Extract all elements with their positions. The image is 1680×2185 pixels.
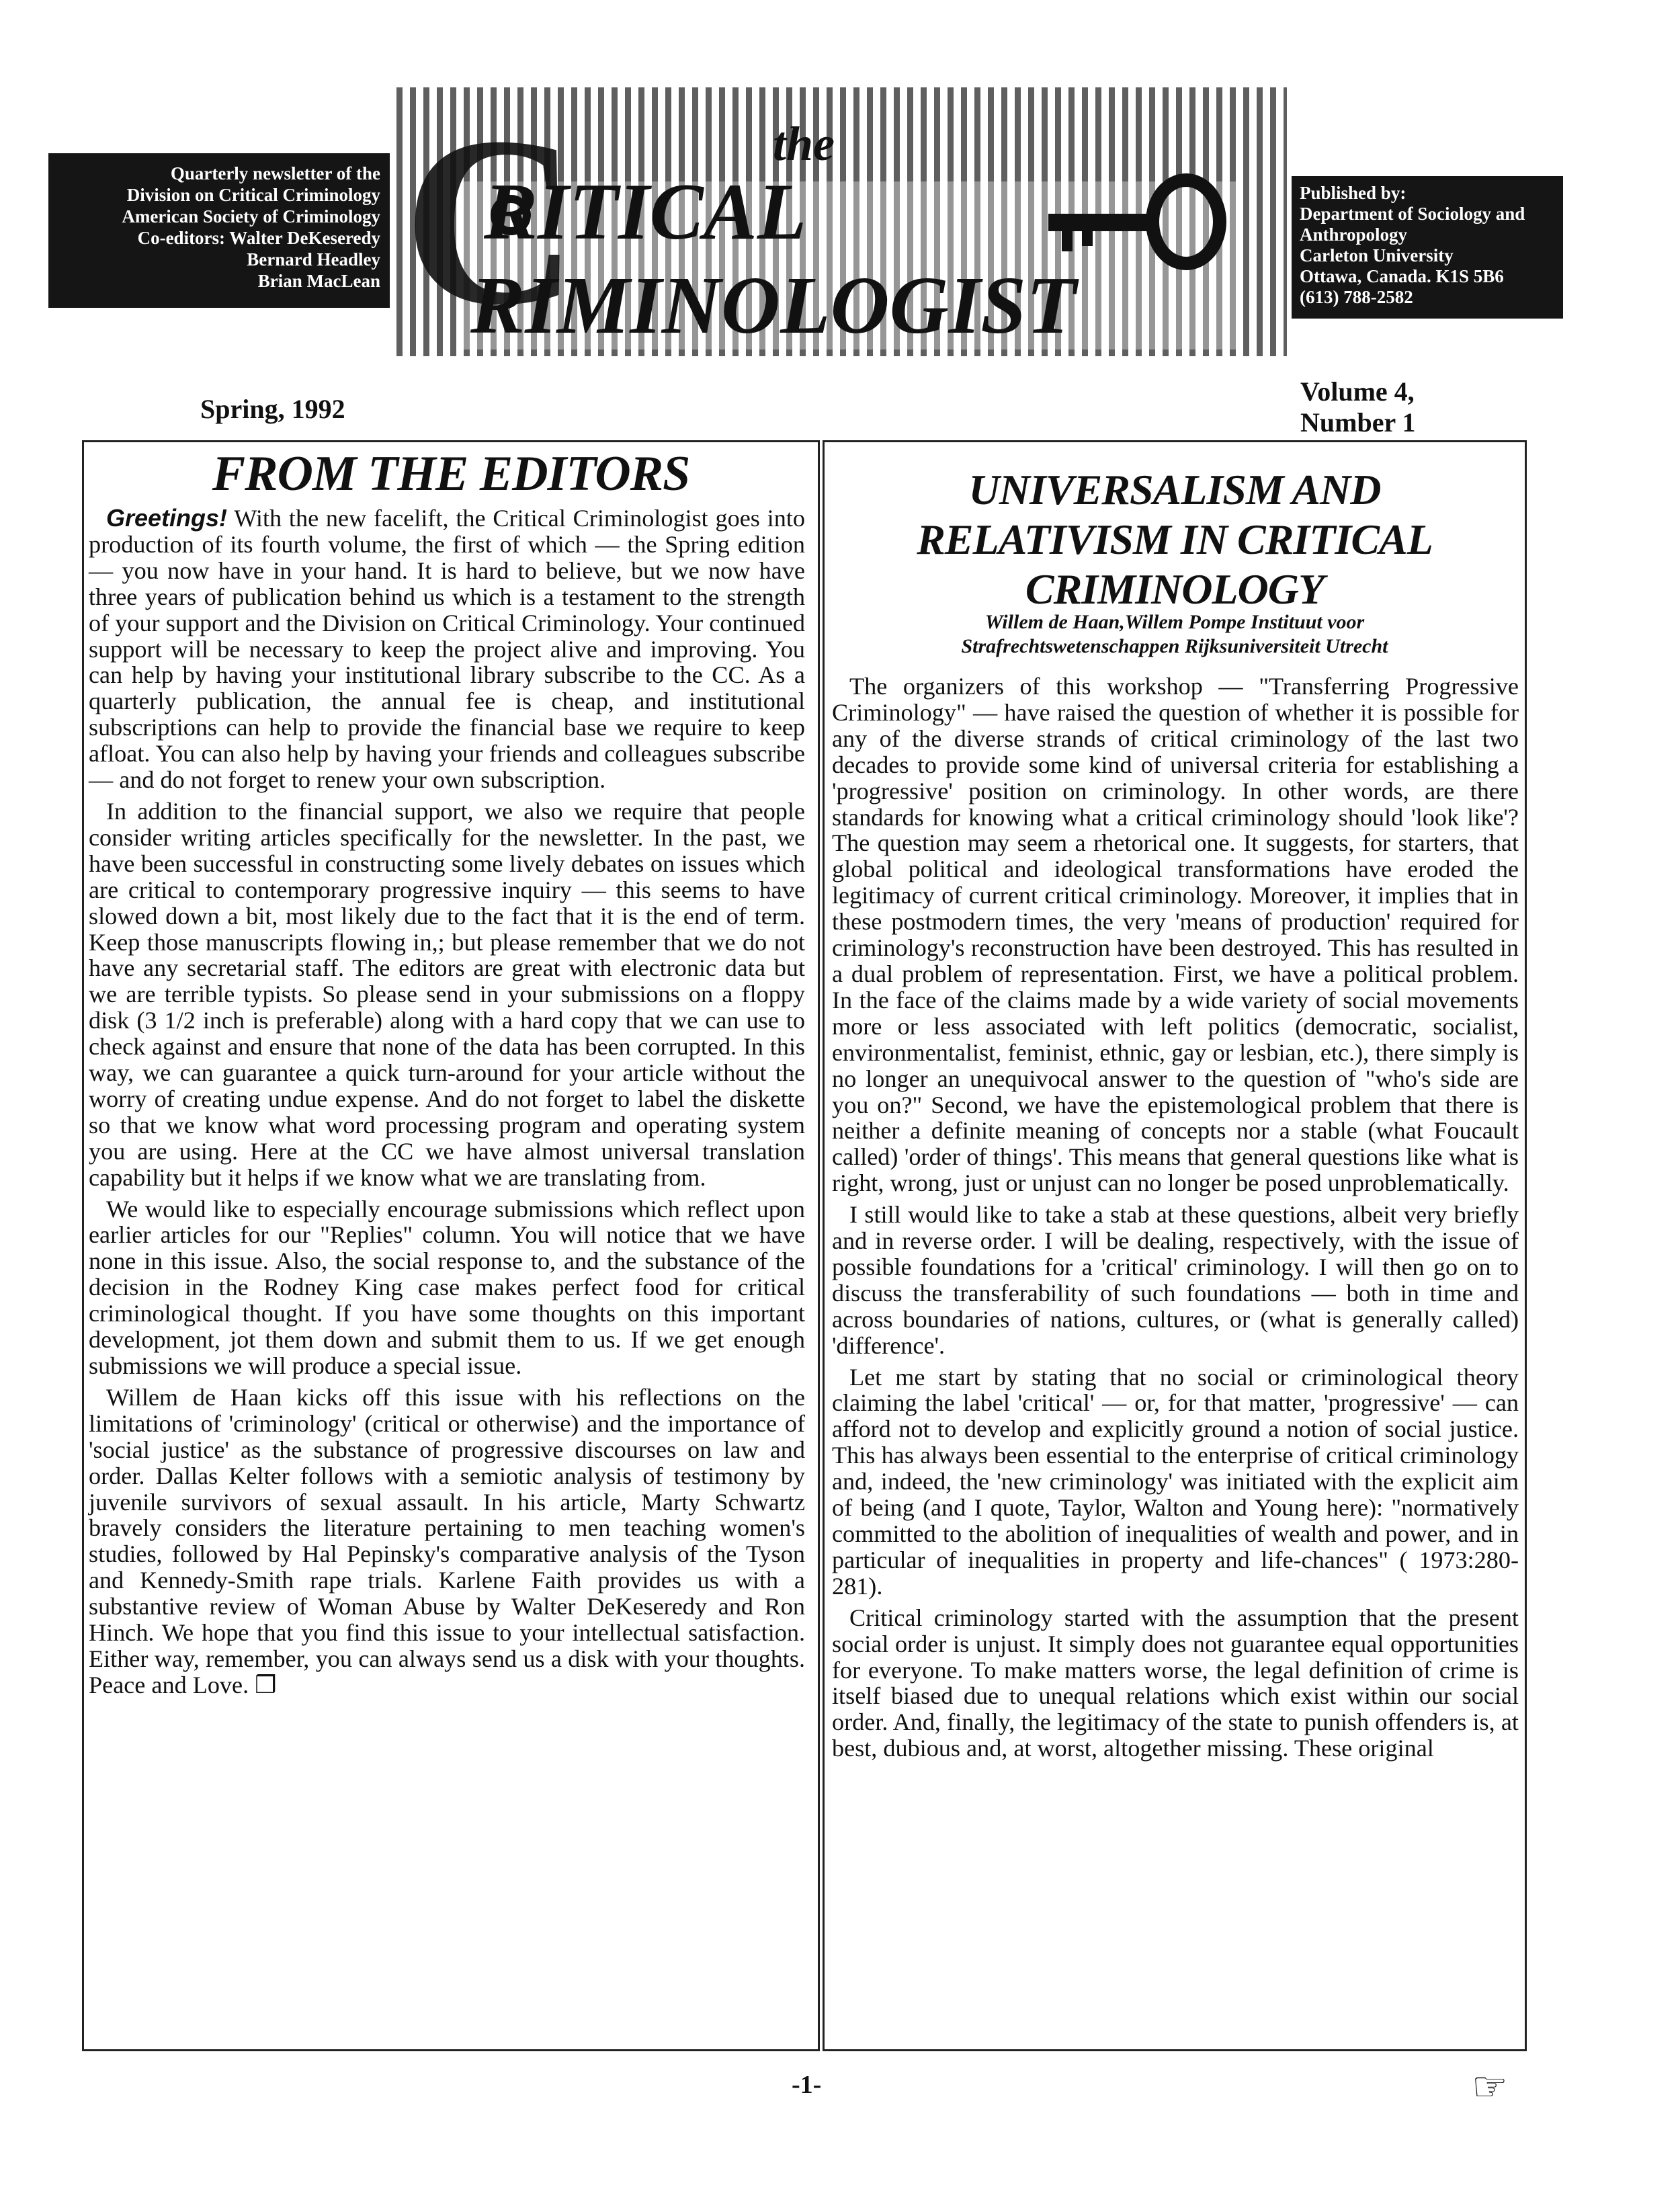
paragraph-text: With the new facelift, the Critical Criminologist goes into production of its fourth volume, the first of which — the Spring edition — you now have in your hand. It is hard to believe, but we now have three years of publication behind us which is a testament to the strength of your support and the Division on Critical Criminology. Your continued support will be necessary to keep the project alive and improving. You can help by having your institutional library subscribe to the CC. As a quarterly publication, the annual fee is cheap, and institutional subscriptions can help to provide the financial base we require to keep afloat. You can also help by having your friends and colleagues subscribe — and do not forget to renew your own subscription. <box>89 505 805 794</box>
publisher-line: Published by: <box>1300 183 1406 203</box>
logo-big-c-top: C <box>403 87 578 355</box>
publisher-line: Ottawa, Canada. K1S 5B6 <box>1300 266 1504 286</box>
pointing-hand-icon: ☞ <box>1472 2065 1508 2109</box>
editors-paragraph <box>89 505 805 793</box>
logo-bar <box>1284 87 1287 356</box>
publisher-line: (613) 788-2582 <box>1300 287 1413 307</box>
publisher-line: Anthropology <box>1300 224 1408 245</box>
article-title <box>823 465 1527 614</box>
article-body <box>832 673 1519 1767</box>
article-paragraph: Let me start by stating that no social or criminological theory claiming the label 'critical' — or, for that matter, 'progressive' — can afford not to develop and explicitly ground a notion of social justice. This has always been essential to the enterprise of critical criminology and, indeed, the 'new criminology' was initiated with the explicit aim of being (and I quote, Taylor, Walton and Young here): "normatively committed to the abolition of inequalities of wealth and power, and in particular of inequalities in property and life-chances" ( 1973:280-281). <box>832 1363 1519 1600</box>
article-paragraph: The organizers of this workshop — "Transferring Progressive Criminology" — have raised the question of whether it is possible for any of the diverse strands of critical criminology of the last two decades to provide some kind of universal criteria for establishing a 'progressive' position on criminology. In other words, are there standards for knowing what a critical criminology should 'look like'? The question may seem a rhetorical one. It suggests, for starters, that global political and ideological transformations have eroded the legitimacy of current critical criminology. Moreover, it implies that in these postmodern times, the very 'means of production' required for criminology's reconstruction have been destroyed. This has resulted in a dual problem of representation. First, we have a political problem. In the face of the claims made by a wide variety of social movements more or less associated with left politics (democratic, socialist, environmentalist, feminist, ethnic, gay or lesbian, etc.), there simply is no longer an unequivocal answer to the question of "who's side are you on?" Second, we have the epistemological problem that there is neither a definite meaning of concepts nor a stable (what Foucault called) 'order of things'. This means that general questions like what is right, wrong, just or unjust can no longer be posed unproblematically. <box>832 673 1519 1197</box>
number-label: Number 1 <box>1300 407 1416 438</box>
logo-critical: RITICAL <box>484 167 807 256</box>
article-paragraph: Critical criminology started with the assumption that the present social order is unjust. It simply does not guarantee equal opportunities for everyone. To make matters worse, the legal definition of crime is itself biased due to unequal relations which exist within our social order. And, finally, the legitimacy of the state to punish offenders is, at best, dubious and, at worst, altogether missing. These original <box>832 1604 1519 1762</box>
byline-line: Willem de Haan,Willem Pompe Instituut voor <box>984 611 1365 633</box>
logo-bar <box>1243 87 1249 356</box>
info-line: Division on Critical Criminology <box>126 185 380 205</box>
article-paragraph: I still would like to take a stab at these questions, albeit very briefly and in reverse order. I will be dealing, respectively, with the issue of possible foundations for a 'critical' criminology. I will then go on to discuss the transferability of such foundations — both in time and across boundaries of nations, cultures, or (what is generally called) 'difference'. <box>832 1201 1519 1359</box>
byline-line: Strafrechtswetenschappen Rijksuniversiteit Utrecht <box>961 635 1388 657</box>
editors-body <box>89 505 805 1704</box>
info-line: Quarterly newsletter of the <box>170 163 380 183</box>
volume-label: Volume 4, <box>1300 376 1415 407</box>
logo-bar <box>1270 87 1276 356</box>
editors-paragraph: We would like to especially encourage submissions which reflect upon earlier articles for our "Replies" column. You will notice that we have none in this issue. Also, the social response to, and the substance of the decision in the Rodney King case makes perfect food for critical criminological thought. If you have some thoughts on this important development, jot them down and submit them to us. If we get enough submissions we will produce a special issue. <box>89 1195 805 1379</box>
info-line: American Society of Criminology <box>122 206 380 226</box>
publisher-line: Carleton University <box>1300 245 1454 265</box>
issue-volume <box>1300 376 1415 438</box>
greeting: Greetings! <box>106 504 228 532</box>
publisher-box <box>1292 176 1563 319</box>
newsletter-info-box <box>48 153 390 308</box>
info-line: Brian MacLean <box>257 271 380 291</box>
newsletter-logo <box>396 81 1287 363</box>
publisher-line: Department of Sociology and <box>1300 204 1525 224</box>
logo-bar <box>1257 87 1263 356</box>
title-line: RELATIVISM IN CRITICAL <box>917 516 1433 563</box>
editors-paragraph: Willem de Haan kicks off this issue with his reflections on the limitations of 'criminology' (critical or otherwise) and the importance of 'social justice' as the substance of progressive discourses on law and order. Dallas Kelter follows with a semiotic analysis of testimony by juvenile survivors of sexual assault. In his article, Marty Schwartz bravely considers the literature pertaining to men teaching women's studies, followed by Hal Pepinsky's comparative analysis of the Tyson and Kennedy-Smith rape trials. Karlene Faith provides us with a substantive review of Woman Abuse by Walter DeKeseredy and Ron Hinch. We hope that you find this issue to your intellectual satisfaction. Either way, remember, you can always send us a disk with your thoughts. Peace and Love. ❒ <box>89 1383 805 1698</box>
info-line: Bernard Headley <box>247 249 380 270</box>
page-number: -1- <box>792 2071 822 2099</box>
logo-the: the <box>773 117 835 171</box>
logo-bar <box>396 87 403 356</box>
editors-heading: FROM THE EDITORS <box>212 446 690 501</box>
editors-paragraph: In addition to the financial support, we also we require that people consider writing articles specifically for the newsletter. In the past, we have been successful in constructing some lively debates on issues which are critical to contemporary progressive inquiry — this seems to have slowed down a bit, most likely due to the fact that it is the end of term. Keep those manuscripts flowing in,; but please remember that we do not have any secretarial staff. The editors are great with electronic data but we are terrible typists. So please send in your submissions on a floppy disk (3 1/2 inch is preferable) along with a hard copy that we can use to check against and ensure that none of the data has been corrupted. In this way, we can guarantee a quick turn-around for your article without the worry of creating undue expense. And do not forget to label the diskette so that we know what word processing program and operating system you are using. Here at the CC we have almost universal translation capability but it helps if we know what we are translating from. <box>89 797 805 1191</box>
article-byline <box>823 610 1527 659</box>
info-line: Co-editors: Walter DeKeseredy <box>137 228 380 248</box>
title-line: UNIVERSALISM AND <box>968 466 1381 513</box>
title-line: CRIMINOLOGY <box>1025 565 1325 613</box>
logo-criminologist: RIMINOLOGIST <box>470 260 1077 351</box>
issue-date: Spring, 1992 <box>200 394 345 424</box>
